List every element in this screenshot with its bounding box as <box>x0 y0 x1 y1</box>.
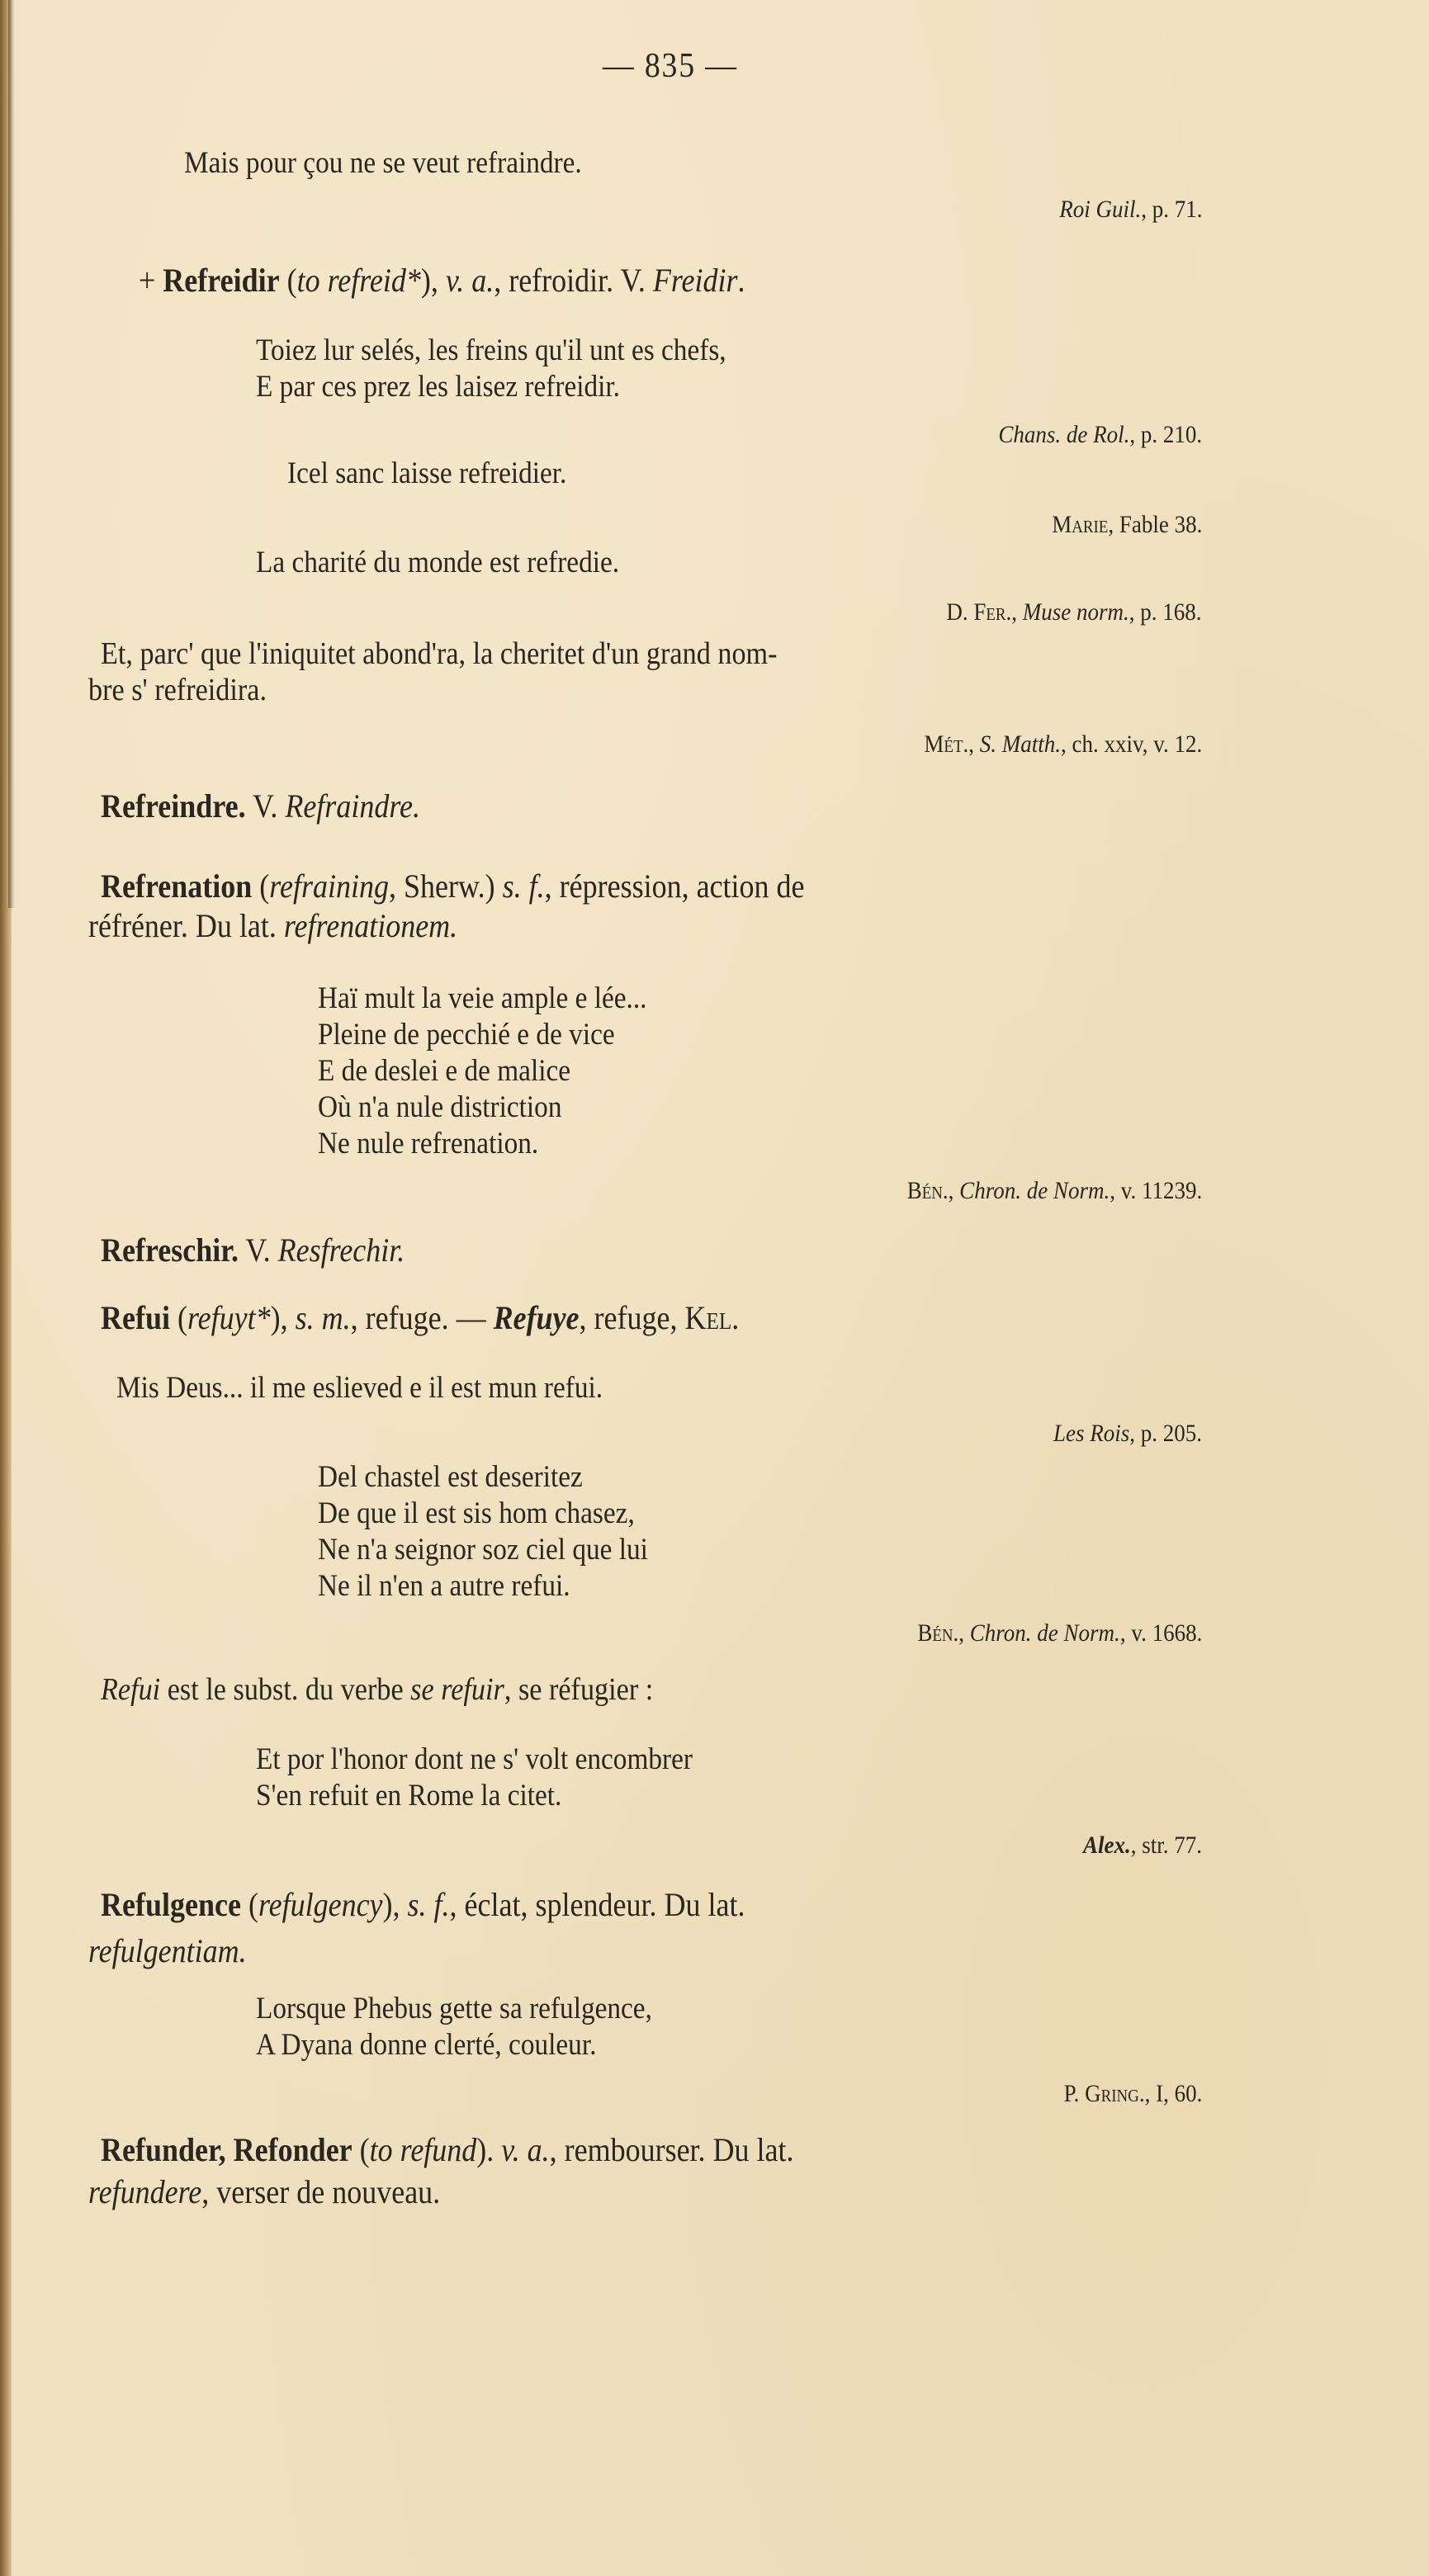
entry-refrenation <box>101 868 805 905</box>
definition: , refuge. — <box>350 1299 494 1336</box>
grammar: v. a. <box>501 2131 550 2168</box>
note-text: est le subst. du verbe <box>160 1672 411 1707</box>
citation-title: Muse norm. <box>1023 598 1130 626</box>
definition: , refroidir. V. <box>494 262 653 299</box>
paren: ), <box>382 1886 408 1923</box>
headword: Refunder, Refonder <box>101 2131 353 2168</box>
paren: ( <box>252 867 270 905</box>
entry-refreidir <box>139 262 745 299</box>
quote-line: A Dyana donne clerté, couleur. <box>256 2028 597 2062</box>
headword: Refui <box>101 1299 170 1336</box>
entry-refunder <box>101 2132 794 2168</box>
paren: ( <box>279 262 297 299</box>
latin-etymon: refundere <box>88 2173 202 2210</box>
headword: Refulgence <box>101 1886 241 1923</box>
paren: ( <box>169 1299 187 1336</box>
see-marker: V. <box>245 787 286 825</box>
entry-refrenation-cont <box>88 908 457 944</box>
quote-line: Icel sanc laisse refreidier. <box>287 456 567 490</box>
citation-ref: , p. 205. <box>1129 1420 1202 1447</box>
quote-line: Haï mult la veie ample e lée... <box>318 981 647 1015</box>
headword: Refreindre. <box>101 787 246 825</box>
english-equivalent: to refreid* <box>296 262 421 299</box>
prose-line: Et, parc' que l'iniquitet abond'ra, la cheritet d'un grand nom- <box>101 636 778 671</box>
citation <box>1053 1416 1202 1452</box>
citation-ref: , v. 11239. <box>1109 1177 1202 1204</box>
variant-form: Refuye <box>493 1299 580 1336</box>
citation <box>1063 2076 1202 2112</box>
grammar: s. f. <box>407 1886 450 1923</box>
definition: , éclat, splendeur. Du lat. <box>449 1886 745 1923</box>
note-text: , se réfugier : <box>504 1672 654 1707</box>
entry-refunder-cont <box>88 2174 440 2210</box>
citation <box>907 1173 1202 1209</box>
english-equivalent: refuyt* <box>187 1299 271 1336</box>
citation-title: Roi Guil. <box>1058 196 1141 223</box>
quote-line: Ne n'a seignor soz ciel que lui <box>318 1533 648 1567</box>
comma: , <box>958 1619 970 1647</box>
latin-etymon: refrenationem. <box>283 907 458 944</box>
paren: ), <box>420 262 446 299</box>
quote-line: La charité du monde est refredie. <box>256 546 620 579</box>
citation <box>998 417 1202 453</box>
entry-refreschir <box>101 1232 405 1269</box>
page-number: — 835 — <box>603 47 738 85</box>
citation-title: Chans. de Rol. <box>998 421 1130 448</box>
citation-ref: , p. 71. <box>1140 196 1202 223</box>
citation-title: Chron. de Norm. <box>969 1619 1120 1647</box>
definition: , rembourser. Du lat. <box>549 2131 794 2168</box>
entry-refui <box>101 1300 739 1336</box>
english-equivalent: refraining <box>269 867 389 905</box>
cross-reference: Freidir <box>652 262 738 299</box>
quote-line: E par ces prez les laisez refreidir. <box>256 370 620 404</box>
grammar: s. f. <box>502 867 545 905</box>
citation-author: Bén. <box>906 1177 949 1204</box>
quote-line: Ne il n'en a autre refui. <box>318 1569 570 1603</box>
citation-ref: , p. 168. <box>1129 598 1202 626</box>
quote-line: De que il est sis hom chasez, <box>318 1496 635 1530</box>
quote-line: Del chastel est deseritez <box>318 1460 583 1494</box>
citation-ref: , Fable 38. <box>1108 511 1202 538</box>
english-source: , Sherw.) <box>388 867 503 905</box>
quote-line: Pleine de pecchié e de vice <box>318 1018 615 1052</box>
paren: ( <box>240 1886 258 1923</box>
definition: réfréner. Du lat. <box>88 907 284 944</box>
quote-line: Toiez lur selés, les freins qu'il unt es chefs, <box>256 333 726 367</box>
citation-ref: , v. 1668. <box>1119 1619 1202 1647</box>
citation <box>1059 191 1202 228</box>
entry-refreindre <box>101 788 420 825</box>
quote-line: Ne nule refrenation. <box>318 1127 539 1160</box>
citation-author: Fer. <box>973 598 1012 626</box>
cross-reference: Resfrechir. <box>277 1231 405 1269</box>
citation <box>917 1615 1202 1652</box>
cross-marker-icon: + <box>139 262 156 299</box>
usage-note <box>101 1671 653 1708</box>
paren: ( <box>352 2131 370 2168</box>
quote-line: Lorsque Phebus gette sa refulgence, <box>256 1992 652 2025</box>
citation-author: Mét. <box>924 730 969 758</box>
latin-etymon: refulgentiam. <box>88 1932 247 1969</box>
headword: Refrenation <box>101 867 253 905</box>
grammar: v. a. <box>445 262 494 299</box>
english-equivalent: refulgency <box>258 1886 383 1923</box>
see-marker: V. <box>238 1231 278 1269</box>
variant-source: Kel. <box>684 1299 740 1336</box>
period: . <box>737 262 745 299</box>
headword: Refreschir. <box>101 1231 239 1269</box>
paren: ), <box>270 1299 296 1336</box>
citation-ref: , I, 60. <box>1144 2080 1202 2107</box>
citation <box>947 594 1202 631</box>
comma: , <box>948 1177 959 1204</box>
prose-line: bre s' refreidira. <box>88 673 267 707</box>
citation-title: Chron. de Norm. <box>958 1177 1110 1204</box>
grammar: s. m. <box>295 1299 351 1336</box>
quote-line: Mais pour çou ne se veut refraindre. <box>184 146 582 180</box>
citation-initial: P. <box>1063 2080 1085 2107</box>
definition: , verser de nouveau. <box>201 2173 441 2210</box>
citation-author: Bén. <box>917 1619 958 1647</box>
quote-line: Mis Deus... il me eslieved e il est mun refui. <box>116 1371 603 1405</box>
quote-line: Et por l'honor dont ne s' volt encombrer <box>256 1742 693 1776</box>
citation <box>924 726 1202 763</box>
variant-definition: , refuge, <box>579 1299 685 1336</box>
headword-ref: Refui <box>101 1672 161 1707</box>
definition: , répression, action de <box>544 867 805 905</box>
citation-title: S. Matth. <box>979 730 1061 758</box>
spine-shadow <box>8 0 15 908</box>
quote-line: Où n'a nule distriction <box>318 1090 562 1124</box>
comma: , <box>1011 598 1024 626</box>
citation-title: Alex. <box>1082 1832 1131 1859</box>
cross-reference: Refraindre. <box>285 787 420 825</box>
quote-line: S'en refuit en Rome la citet. <box>256 1779 562 1813</box>
citation-author: Gring. <box>1084 2080 1145 2107</box>
comma: , <box>968 730 980 758</box>
citation-initial: D. <box>946 598 974 626</box>
citation <box>1052 507 1202 543</box>
citation-ref: , str. 77. <box>1130 1832 1202 1859</box>
entry-refulgence <box>101 1887 745 1923</box>
citation-title: Les Rois <box>1053 1420 1130 1447</box>
citation-ref: , ch. xxiv, v. 12. <box>1060 730 1202 758</box>
citation-ref: , p. 210. <box>1129 421 1202 448</box>
headword: Refreidir <box>163 262 280 299</box>
quote-line: E de deslei e de malice <box>318 1054 571 1088</box>
verb-ref: se refuir <box>410 1672 504 1707</box>
citation-author: Marie <box>1051 511 1109 538</box>
english-equivalent: to refund <box>369 2131 477 2168</box>
paren: ). <box>476 2131 502 2168</box>
citation <box>1083 1827 1202 1864</box>
